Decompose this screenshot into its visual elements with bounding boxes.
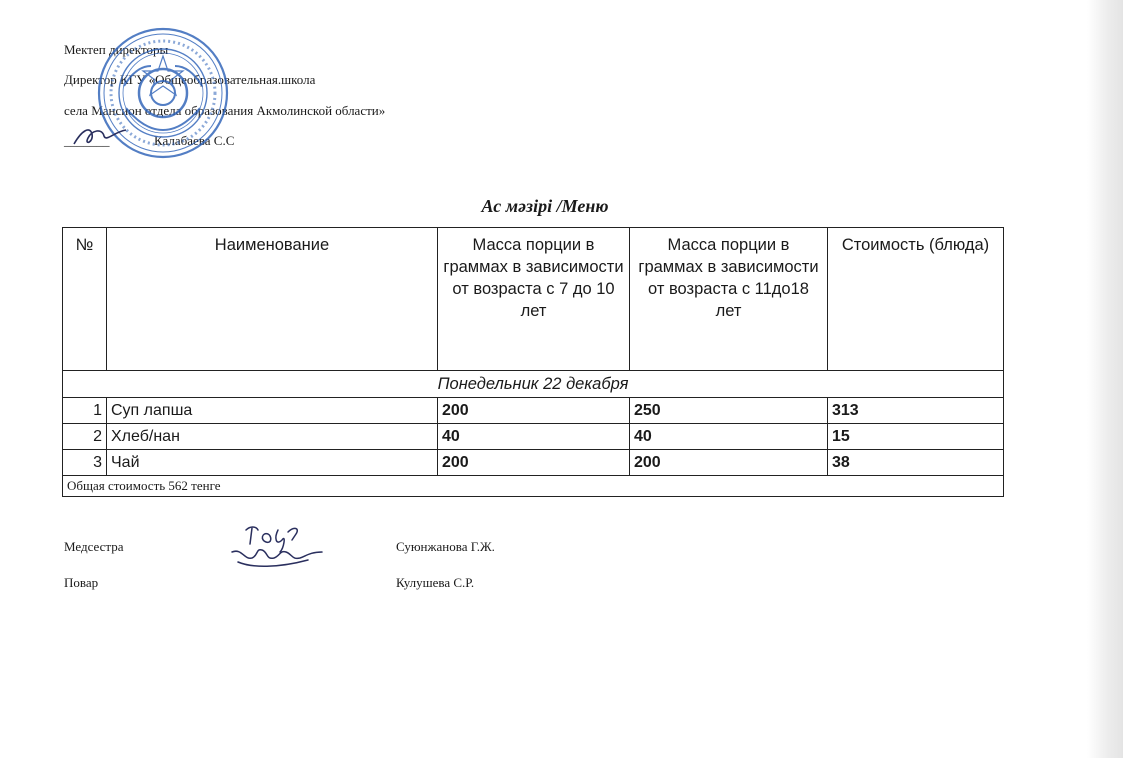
col-header-name: Наименование <box>107 228 438 371</box>
director-signature-icon <box>70 120 130 154</box>
col-header-mass-7-10: Масса порции в граммах в зависимости от возраста с 7 до 10 лет <box>438 228 630 371</box>
menu-table <box>62 227 1004 497</box>
mass-7-10: 40 <box>438 424 630 450</box>
dish-cost: 38 <box>828 450 1004 476</box>
mass-7-10: 200 <box>438 450 630 476</box>
total-row <box>63 476 1004 497</box>
cook-name: Кулушева С.Р. <box>396 575 475 590</box>
dish-name: Хлеб/нан <box>107 424 438 450</box>
dish-cost: 313 <box>828 398 1004 424</box>
mass-11-18: 250 <box>630 398 828 424</box>
nurse-label: Медсестра <box>64 539 124 554</box>
row-num: 2 <box>63 424 107 450</box>
cook-label: Повар <box>64 575 99 590</box>
mass-7-10: 200 <box>438 398 630 424</box>
approval-line-2: Директор КГУ «Общеобразовательная.школа <box>64 72 316 87</box>
total-cost: Общая стоимость 562 тенге <box>63 476 1004 497</box>
dish-name: Суп лапша <box>107 398 438 424</box>
col-header-mass-11-18: Масса порции в граммах в зависимости от возраста с 11до18 лет <box>630 228 828 371</box>
signature-blank: _______ <box>64 133 110 148</box>
mass-11-18: 200 <box>630 450 828 476</box>
col-header-num: № <box>63 228 107 371</box>
page-edge-shadow <box>1087 0 1123 758</box>
row-num: 1 <box>63 398 107 424</box>
table-row <box>63 450 1004 476</box>
row-num: 3 <box>63 450 107 476</box>
day-label: Понедельник 22 декабря <box>63 371 1004 398</box>
day-row <box>63 371 1004 398</box>
col-header-cost: Стоимость (блюда) <box>828 228 1004 371</box>
table-row <box>63 424 1004 450</box>
mass-11-18: 40 <box>630 424 828 450</box>
nurse-name: Суюнжанова Г.Ж. <box>396 539 495 554</box>
director-name: Калабаева С.С <box>154 133 235 148</box>
approval-line-3: села Мансион отдела образования Акмолинской области» <box>64 103 386 118</box>
menu-title: Ас мәзірі /Меню <box>481 196 609 216</box>
table-row <box>63 398 1004 424</box>
approval-line-1: Мектеп директоры <box>64 42 169 57</box>
dish-name: Чай <box>107 450 438 476</box>
handwritten-signature-icon <box>222 518 334 580</box>
dish-cost: 15 <box>828 424 1004 450</box>
header-row <box>63 228 1004 371</box>
